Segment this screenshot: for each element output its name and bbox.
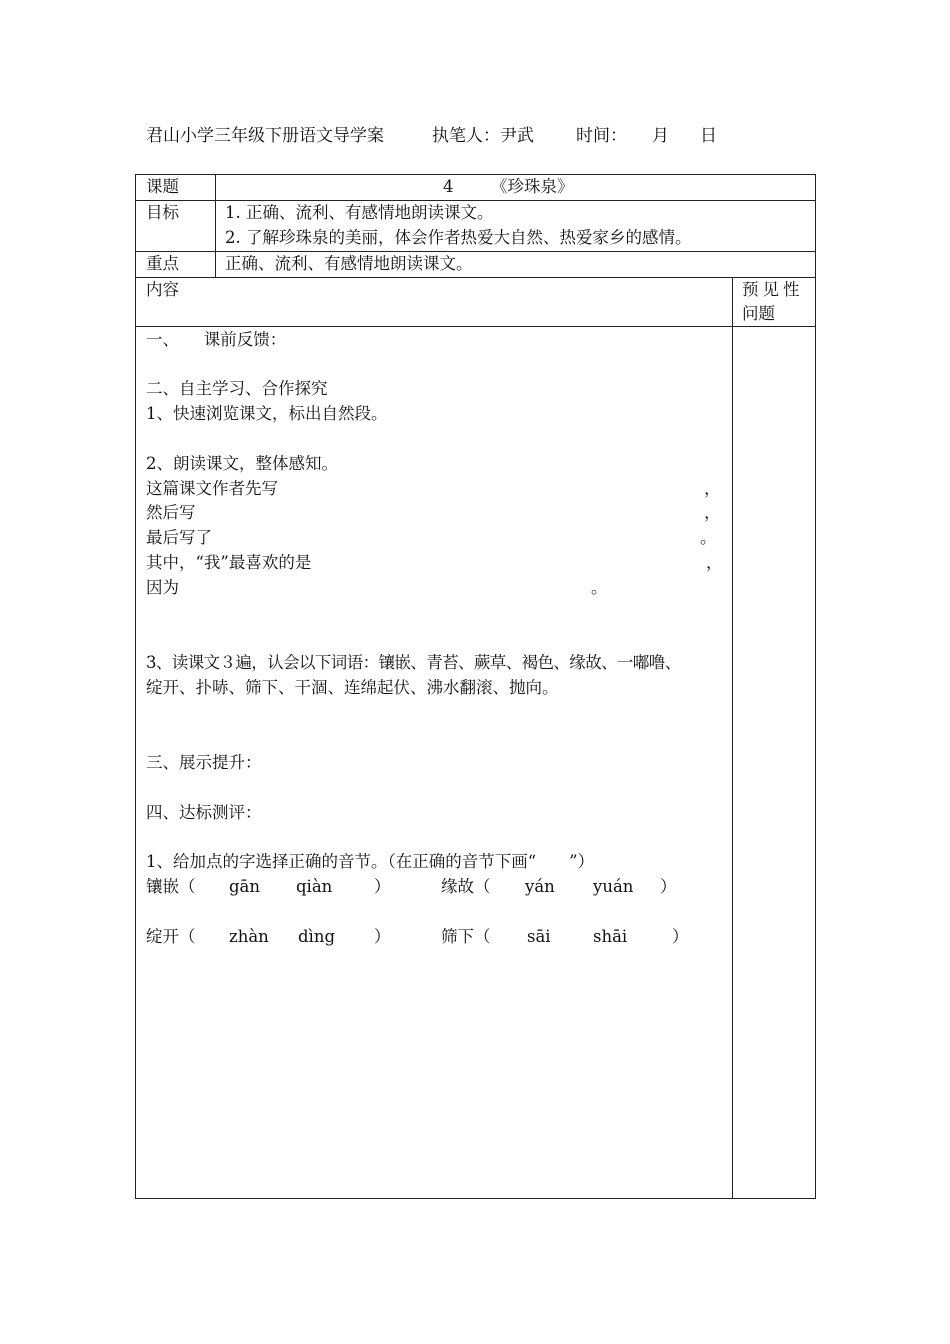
pinyin-option: gān	[229, 877, 261, 896]
time-label: 时间：	[576, 126, 627, 146]
table-border-bottom	[135, 1198, 816, 1199]
fill-blank-end: 。	[591, 578, 608, 597]
key-point-label: 重点	[146, 254, 179, 273]
pinyin-option: yán	[525, 877, 555, 896]
task-skim: 1、快速浏览课文，标出自然段。	[146, 404, 388, 423]
fill-blank-prompt: 这篇课文作者先写	[146, 479, 278, 498]
pinyin-word: 镶嵌（	[146, 877, 196, 896]
fill-blank-end: 。	[700, 528, 717, 547]
pinyin-word: 筛下（	[441, 927, 491, 946]
section-assessment: 四、达标测评：	[146, 803, 262, 822]
goal-item: 2. 了解珍珠泉的美丽，体会作者热爱大自然、热爱家乡的感情。	[225, 228, 692, 247]
key-point-text: 正确、流利、有感情地朗读课文。	[225, 254, 473, 273]
fill-blank-prompt: 其中，“我”最喜欢的是	[146, 553, 312, 572]
preview-header-line1: 预见性	[742, 280, 804, 299]
fill-blank-prompt: 因为	[146, 578, 179, 597]
month-label: 月	[652, 126, 669, 146]
vocab-task-line2: 绽开、扑哧、筛下、干涸、连绵起伏、沸水翻滚、抛向。	[146, 678, 559, 697]
vocab-task-line1: 3、读课文３遍，认会以下词语：镶嵌、青苔、蕨草、褐色、缘故、一嘟噜、	[146, 653, 681, 672]
pinyin-option: dìng	[298, 927, 336, 946]
pinyin-close: ）	[374, 927, 391, 946]
goals-label: 目标	[146, 203, 179, 222]
author-label: 执笔人：尹武	[432, 126, 534, 146]
lesson-number: 4	[443, 177, 454, 196]
fill-blank-end: ，	[704, 503, 721, 522]
content-header: 内容	[146, 280, 179, 299]
table-border-top	[135, 174, 816, 175]
goal-item: 1. 正确、流利、有感情地朗读课文。	[225, 203, 494, 222]
pinyin-close: ）	[672, 927, 689, 946]
fill-blank-prompt: 最后写了	[146, 528, 212, 547]
school-title: 君山小学三年级下册语文导学案	[146, 126, 384, 146]
day-label: 日	[700, 126, 717, 146]
fill-blank-prompt: 然后写	[146, 503, 196, 522]
table-border-right	[815, 174, 816, 1199]
table-border-left	[135, 174, 136, 1199]
pinyin-close: ）	[374, 877, 391, 896]
fill-blank-end: ，	[706, 553, 723, 572]
pinyin-option: sāi	[527, 927, 551, 946]
section-showcase: 三、展示提升：	[146, 753, 262, 772]
section-self-study: 二、自主学习、合作探究	[146, 379, 328, 398]
row-divider	[135, 200, 816, 201]
preview-header-line2: 问题	[742, 304, 775, 323]
task-read-aloud: 2、朗读课文，整体感知。	[146, 454, 338, 473]
pinyin-option: yuán	[593, 877, 634, 896]
row-divider	[135, 326, 816, 327]
pinyin-word: 绽开（	[146, 927, 196, 946]
fill-blank-end: ，	[704, 479, 721, 498]
section-feedback: 一、 课前反馈：	[146, 330, 287, 349]
row-divider	[135, 277, 816, 278]
pinyin-option: shāi	[593, 927, 628, 946]
pinyin-option: zhàn	[229, 927, 269, 946]
pinyin-word: 缘故（	[441, 877, 491, 896]
row-divider	[135, 251, 816, 252]
topic-label: 课题	[146, 177, 179, 196]
label-column-divider	[215, 174, 216, 277]
question-1: 1、给加点的字选择正确的音节。（在正确的音节下画“ ”）	[146, 852, 595, 871]
pinyin-close: ）	[660, 877, 677, 896]
pinyin-option: qiàn	[296, 877, 333, 896]
lesson-title: 《珍珠泉》	[491, 177, 574, 196]
preview-column-divider	[732, 277, 733, 1198]
